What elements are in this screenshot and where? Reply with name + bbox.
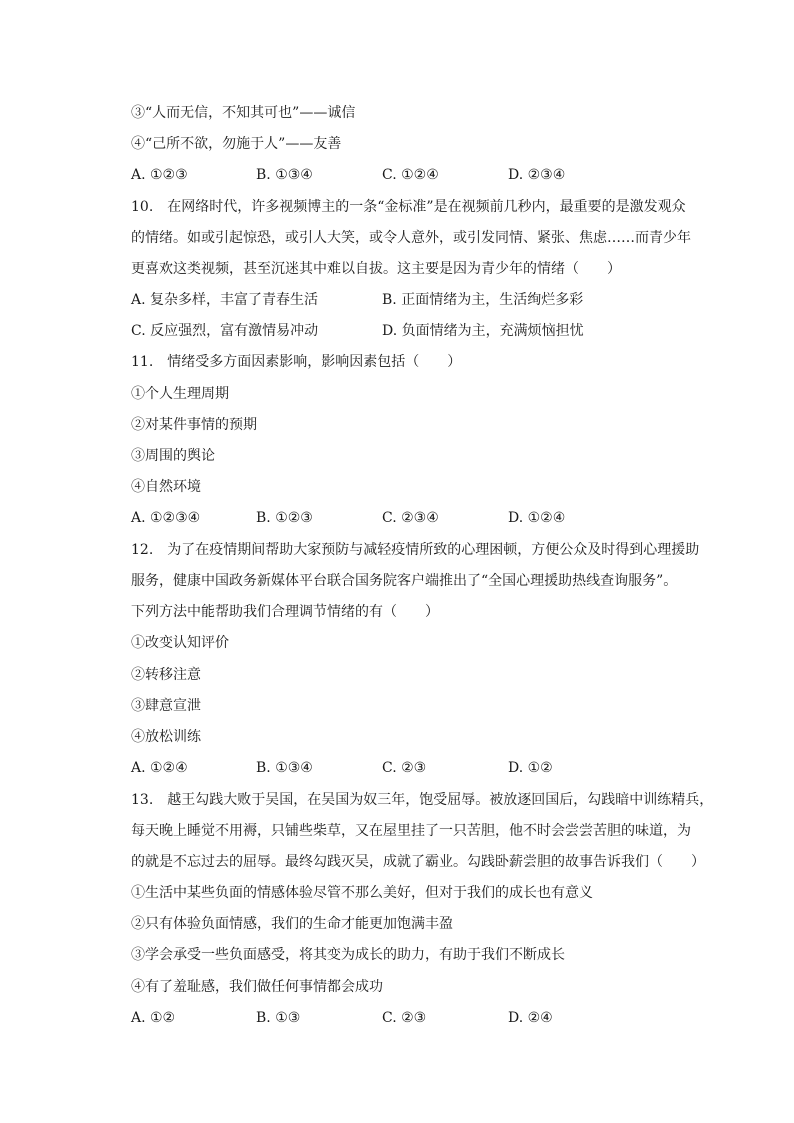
q12-option-b[interactable]: B. ①③④ — [256, 760, 313, 776]
q11-option-b[interactable]: B. ①②③ — [256, 510, 313, 526]
q12-stem-line-1: 12. 为了在疫情期间帮助大家预防与减轻疫情所致的心理困顿，方便公众及时得到心理援助 — [131, 542, 700, 558]
q11-item-2: ②对某件事情的预期 — [131, 417, 257, 433]
q11-option-c[interactable]: C. ②③④ — [382, 510, 439, 526]
q12-option-a[interactable]: A. ①②④ — [131, 760, 188, 776]
q13-item-3: ③学会承受一些负面感受，将其变为成长的助力，有助于我们不断成长 — [131, 947, 565, 963]
q11-option-d[interactable]: D. ①②④ — [508, 510, 566, 526]
q13-item-1: ①生活中某些负面的情感体验尽管不那么美好，但对于我们的成长也有意义 — [131, 885, 593, 901]
q12-item-4: ④放松训练 — [131, 729, 201, 745]
q9-option-b[interactable]: B. ①③④ — [256, 167, 313, 183]
q13-item-2: ②只有体验负面情感，我们的生命才能更加饱满丰盈 — [131, 916, 453, 932]
q13-option-d[interactable]: D. ②④ — [508, 1010, 553, 1026]
q10-option-b[interactable]: B. 正面情绪为主，生活绚烂多彩 — [382, 292, 584, 308]
q12-item-1: ①改变认知评价 — [131, 635, 229, 651]
q12-stem-line-3: 下列方法中能帮助我们合理调节情绪的有（ ） — [131, 604, 439, 620]
q12-stem-line-2: 服务，健康中国政务新媒体平台联合国务院客户端推出了“全国心理援助热线查询服务”。 — [131, 573, 678, 589]
q9-option-c[interactable]: C. ①②④ — [382, 167, 439, 183]
q13-stem-line-3: 的就是不忘过去的屈辱。最终勾践灭吴，成就了霸业。勾践卧薪尝胆的故事告诉我们（ ） — [131, 854, 705, 870]
q12-item-3: ③肆意宣泄 — [131, 698, 201, 714]
q10-stem-line-3: 更喜欢这类视频，甚至沉迷其中难以自拔。这主要是因为青少年的情绪（ ） — [131, 261, 621, 277]
q13-option-b[interactable]: B. ①③ — [256, 1010, 301, 1026]
q11-stem: 11. 情绪受多方面因素影响，影响因素包括（ ） — [131, 354, 462, 370]
q9-option-d[interactable]: D. ②③④ — [508, 167, 566, 183]
q9-item-3: ③“人而无信，不知其可也”——诚信 — [131, 105, 356, 121]
q11-item-4: ④自然环境 — [131, 479, 201, 495]
q13-option-c[interactable]: C. ②③ — [382, 1010, 427, 1026]
q10-option-d[interactable]: D. 负面情绪为主，充满烦恼担忧 — [382, 323, 584, 339]
q11-item-3: ③周围的舆论 — [131, 448, 215, 464]
q13-item-4: ④有了羞耻感，我们做任何事情都会成功 — [131, 979, 383, 995]
q13-stem-line-1: 13. 越王勾践大败于吴国，在吴国为奴三年，饱受屈辱。被放逐回国后，勾践暗中训练精兵， — [131, 792, 714, 808]
q12-option-c[interactable]: C. ②③ — [382, 760, 427, 776]
q9-option-a[interactable]: A. ①②③ — [131, 167, 188, 183]
q11-item-1: ①个人生理周期 — [131, 386, 229, 402]
q13-option-a[interactable]: A. ①② — [131, 1010, 176, 1026]
q13-stem-line-2: 每天晚上睡觉不用褥，只铺些柴草，又在屋里挂了一只苦胆，他不时会尝尝苦胆的味道，为 — [131, 823, 691, 839]
q10-stem-line-1: 10. 在网络时代，许多视频博主的一条“金标准”是在视频前几秒内，最重要的是激发观众 — [131, 199, 686, 215]
q12-item-2: ②转移注意 — [131, 667, 201, 683]
q10-option-c[interactable]: C. 反应强烈，富有激情易冲动 — [131, 323, 319, 339]
q10-stem-line-2: 的情绪。如或引起惊恐，或引人大笑，或令人意外，或引发同情、紧张、焦虑……而青少年 — [131, 230, 691, 246]
q11-option-a[interactable]: A. ①②③④ — [131, 510, 201, 526]
q10-option-a[interactable]: A. 复杂多样，丰富了青春生活 — [131, 292, 319, 308]
q9-item-4: ④“己所不欲，勿施于人”——友善 — [131, 136, 342, 152]
q12-option-d[interactable]: D. ①② — [508, 760, 553, 776]
